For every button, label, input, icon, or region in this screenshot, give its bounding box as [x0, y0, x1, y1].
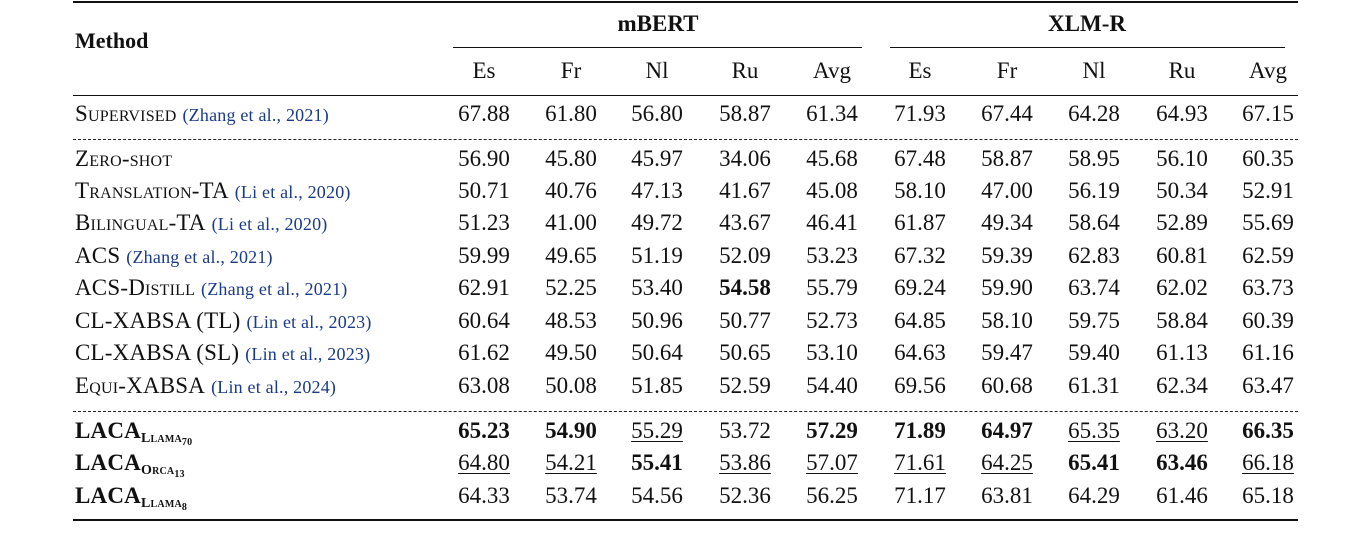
table-row: [0, 275, 1371, 307]
score-cell: 48.53: [545, 308, 597, 333]
model-size-subscript: 8: [181, 502, 188, 513]
method-name: [75, 418, 192, 448]
score-cell: 56.10: [1156, 146, 1208, 171]
table-row: [0, 340, 1371, 372]
table-row: [0, 418, 1371, 450]
score-cell: 52.09: [719, 243, 771, 268]
score-cell: 59.75: [1068, 308, 1120, 333]
method-label: LACA: [75, 418, 141, 443]
group-header-mbert: mBERT: [617, 11, 699, 36]
method-name: [75, 210, 327, 236]
method-name: [75, 101, 329, 127]
score-cell: 45.68: [806, 146, 858, 171]
citation-link[interactable]: (Zhang et al., 2021): [182, 105, 329, 125]
score-cell: 61.46: [1156, 483, 1208, 508]
score-cell: 50.77: [719, 308, 771, 333]
score-cell: 64.63: [894, 340, 946, 365]
score-cell: 63.46: [1156, 450, 1208, 475]
score-cell: 67.44: [981, 101, 1033, 126]
score-cell: 60.39: [1242, 308, 1294, 333]
model-size-subscript: 13: [174, 469, 185, 480]
column-header: Fr: [560, 58, 582, 83]
score-cell: 67.48: [894, 146, 946, 171]
score-cell: 49.34: [981, 210, 1033, 235]
method-name: [75, 146, 172, 172]
header-rule: [73, 95, 1298, 96]
column-header: Avg: [1249, 58, 1287, 83]
score-cell: 59.90: [981, 275, 1033, 300]
score-cell: 58.87: [719, 101, 771, 126]
score-cell: 59.40: [1068, 340, 1120, 365]
column-header: Nl: [1082, 58, 1106, 83]
table-row: [0, 178, 1371, 210]
model-size-subscript: 70: [181, 437, 193, 448]
table-row: [0, 483, 1371, 515]
model-subscript: [141, 431, 192, 446]
score-cell: 58.87: [981, 146, 1033, 171]
column-header: Es: [908, 58, 932, 83]
column-header: Fr: [996, 58, 1018, 83]
score-cell: 52.89: [1156, 210, 1208, 235]
method-name: [75, 373, 336, 399]
column-header: Ru: [731, 58, 759, 83]
score-cell: 66.18: [1242, 450, 1294, 475]
score-cell: 62.02: [1156, 275, 1208, 300]
score-cell: 59.39: [981, 243, 1033, 268]
score-cell: 61.87: [894, 210, 946, 235]
score-cell: 45.80: [545, 146, 597, 171]
score-cell: 41.67: [719, 178, 771, 203]
method-label: Zero-shot: [75, 146, 173, 171]
score-cell: 43.67: [719, 210, 771, 235]
score-cell: 47.00: [981, 178, 1033, 203]
score-cell: 63.47: [1242, 373, 1294, 398]
score-cell: 61.31: [1068, 373, 1120, 398]
table-row: [0, 101, 1371, 133]
score-cell: 55.69: [1242, 210, 1294, 235]
table-row: [0, 450, 1371, 482]
score-cell: 55.79: [806, 275, 858, 300]
model-subscript: [141, 496, 187, 511]
table-row: [0, 308, 1371, 340]
dashed-separator: [73, 411, 1298, 412]
score-cell: 59.47: [981, 340, 1033, 365]
method-name: [75, 483, 187, 513]
score-cell: 56.25: [806, 483, 858, 508]
score-cell: 34.06: [719, 146, 771, 171]
citation-link[interactable]: (Li et al., 2020): [234, 182, 351, 202]
score-cell: 66.35: [1242, 418, 1294, 443]
method-name: [75, 450, 185, 480]
score-cell: 64.80: [458, 450, 510, 475]
method-name: [75, 275, 348, 301]
score-cell: 64.25: [981, 450, 1033, 475]
score-cell: 61.62: [458, 340, 510, 365]
cmidrule-xlmr: [890, 47, 1285, 48]
method-label: Bilingual-TA: [75, 210, 206, 235]
column-header: Es: [472, 58, 496, 83]
score-cell: 64.85: [894, 308, 946, 333]
citation-link[interactable]: (Lin et al., 2023): [245, 344, 371, 364]
score-cell: 65.23: [458, 418, 510, 443]
group-header-xlmr: XLM-R: [1048, 11, 1126, 36]
method-label: LACA: [75, 450, 141, 475]
score-cell: 55.41: [631, 450, 683, 475]
score-cell: 53.10: [806, 340, 858, 365]
score-cell: 69.24: [894, 275, 946, 300]
score-cell: 47.13: [631, 178, 683, 203]
score-cell: 53.86: [719, 450, 771, 475]
score-cell: 54.21: [545, 450, 597, 475]
score-cell: 65.41: [1068, 450, 1120, 475]
score-cell: 56.90: [458, 146, 510, 171]
score-cell: 50.08: [545, 373, 597, 398]
score-cell: 51.23: [458, 210, 510, 235]
score-cell: 58.84: [1156, 308, 1208, 333]
score-cell: 54.90: [545, 418, 597, 443]
score-cell: 60.35: [1242, 146, 1294, 171]
score-cell: 57.07: [806, 450, 858, 475]
table-row: [0, 210, 1371, 242]
score-cell: 58.10: [981, 308, 1033, 333]
score-cell: 52.73: [806, 308, 858, 333]
score-cell: 63.73: [1242, 275, 1294, 300]
score-cell: 46.41: [806, 210, 858, 235]
score-cell: 54.58: [719, 275, 771, 300]
score-cell: 53.40: [631, 275, 683, 300]
citation-link[interactable]: (Zhang et al., 2021): [201, 279, 348, 299]
score-cell: 52.25: [545, 275, 597, 300]
score-cell: 50.64: [631, 340, 683, 365]
score-cell: 67.15: [1242, 101, 1294, 126]
score-cell: 62.91: [458, 275, 510, 300]
citation-link[interactable]: (Lin et al., 2024): [211, 377, 337, 397]
score-cell: 60.68: [981, 373, 1033, 398]
score-cell: 63.08: [458, 373, 510, 398]
score-cell: 63.20: [1156, 418, 1208, 443]
column-header: Avg: [813, 58, 851, 83]
score-cell: 62.59: [1242, 243, 1294, 268]
method-header: Method: [75, 28, 149, 53]
score-cell: 56.80: [631, 101, 683, 126]
column-header: Ru: [1168, 58, 1196, 83]
score-cell: 41.00: [545, 210, 597, 235]
top-rule: [73, 1, 1298, 3]
score-cell: 50.34: [1156, 178, 1208, 203]
score-cell: 57.29: [806, 418, 858, 443]
method-label: ACS-Distill: [75, 275, 196, 300]
score-cell: 55.29: [631, 418, 683, 443]
citation-link[interactable]: (Li et al., 2020): [211, 214, 328, 234]
model-subscript-label: Llama: [140, 431, 182, 446]
score-cell: 65.18: [1242, 483, 1294, 508]
method-label: Translation-TA: [75, 178, 229, 203]
score-cell: 67.32: [894, 243, 946, 268]
score-cell: 71.89: [894, 418, 946, 443]
score-cell: 63.74: [1068, 275, 1120, 300]
method-name: [75, 340, 370, 366]
score-cell: 61.34: [806, 101, 858, 126]
bottom-rule: [73, 519, 1298, 521]
method-name: [75, 308, 372, 334]
method-label: CL-XABSA (TL): [75, 308, 241, 333]
score-cell: 58.64: [1068, 210, 1120, 235]
method-label: ACS: [75, 243, 121, 268]
score-cell: 52.36: [719, 483, 771, 508]
score-cell: 56.19: [1068, 178, 1120, 203]
method-name: [75, 178, 351, 204]
score-cell: 71.61: [894, 450, 946, 475]
score-cell: 40.76: [545, 178, 597, 203]
score-cell: 59.99: [458, 243, 510, 268]
score-cell: 53.74: [545, 483, 597, 508]
method-label: LACA: [75, 483, 141, 508]
score-cell: 61.16: [1242, 340, 1294, 365]
score-cell: 58.95: [1068, 146, 1120, 171]
score-cell: 60.81: [1156, 243, 1208, 268]
score-cell: 62.34: [1156, 373, 1208, 398]
score-cell: 64.29: [1068, 483, 1120, 508]
method-label: Supervised: [75, 101, 177, 126]
score-cell: 53.72: [719, 418, 771, 443]
score-cell: 49.50: [545, 340, 597, 365]
column-header: Nl: [645, 58, 669, 83]
score-cell: 64.93: [1156, 101, 1208, 126]
score-cell: 60.64: [458, 308, 510, 333]
score-cell: 64.28: [1068, 101, 1120, 126]
score-cell: 51.19: [631, 243, 683, 268]
score-cell: 71.17: [894, 483, 946, 508]
model-subscript-label: Llama: [140, 496, 182, 511]
cmidrule-mbert: [453, 47, 862, 48]
score-cell: 64.97: [981, 418, 1033, 443]
score-cell: 58.10: [894, 178, 946, 203]
score-cell: 49.65: [545, 243, 597, 268]
score-cell: 65.35: [1068, 418, 1120, 443]
model-subscript-label: Orca: [140, 463, 175, 478]
score-cell: 45.97: [631, 146, 683, 171]
table-row: [0, 146, 1371, 178]
score-cell: 64.33: [458, 483, 510, 508]
score-cell: 53.23: [806, 243, 858, 268]
method-label: CL-XABSA (SL): [75, 340, 240, 365]
model-subscript: [141, 463, 185, 478]
method-label: Equi-XABSA: [75, 373, 206, 398]
score-cell: 51.85: [631, 373, 683, 398]
score-cell: 50.71: [458, 178, 510, 203]
score-cell: 62.83: [1068, 243, 1120, 268]
table-row: [0, 373, 1371, 405]
citation-link[interactable]: (Zhang et al., 2021): [126, 247, 273, 267]
score-cell: 45.08: [806, 178, 858, 203]
score-cell: 52.91: [1242, 178, 1294, 203]
score-cell: 69.56: [894, 373, 946, 398]
score-cell: 49.72: [631, 210, 683, 235]
score-cell: 54.40: [806, 373, 858, 398]
score-cell: 71.93: [894, 101, 946, 126]
score-cell: 67.88: [458, 101, 510, 126]
score-cell: 52.59: [719, 373, 771, 398]
score-cell: 50.65: [719, 340, 771, 365]
score-cell: 54.56: [631, 483, 683, 508]
dashed-separator: [73, 139, 1298, 140]
score-cell: 61.80: [545, 101, 597, 126]
score-cell: 61.13: [1156, 340, 1208, 365]
citation-link[interactable]: (Lin et al., 2023): [246, 312, 372, 332]
method-name: [75, 243, 273, 269]
score-cell: 50.96: [631, 308, 683, 333]
score-cell: 63.81: [981, 483, 1033, 508]
table-row: [0, 243, 1371, 275]
